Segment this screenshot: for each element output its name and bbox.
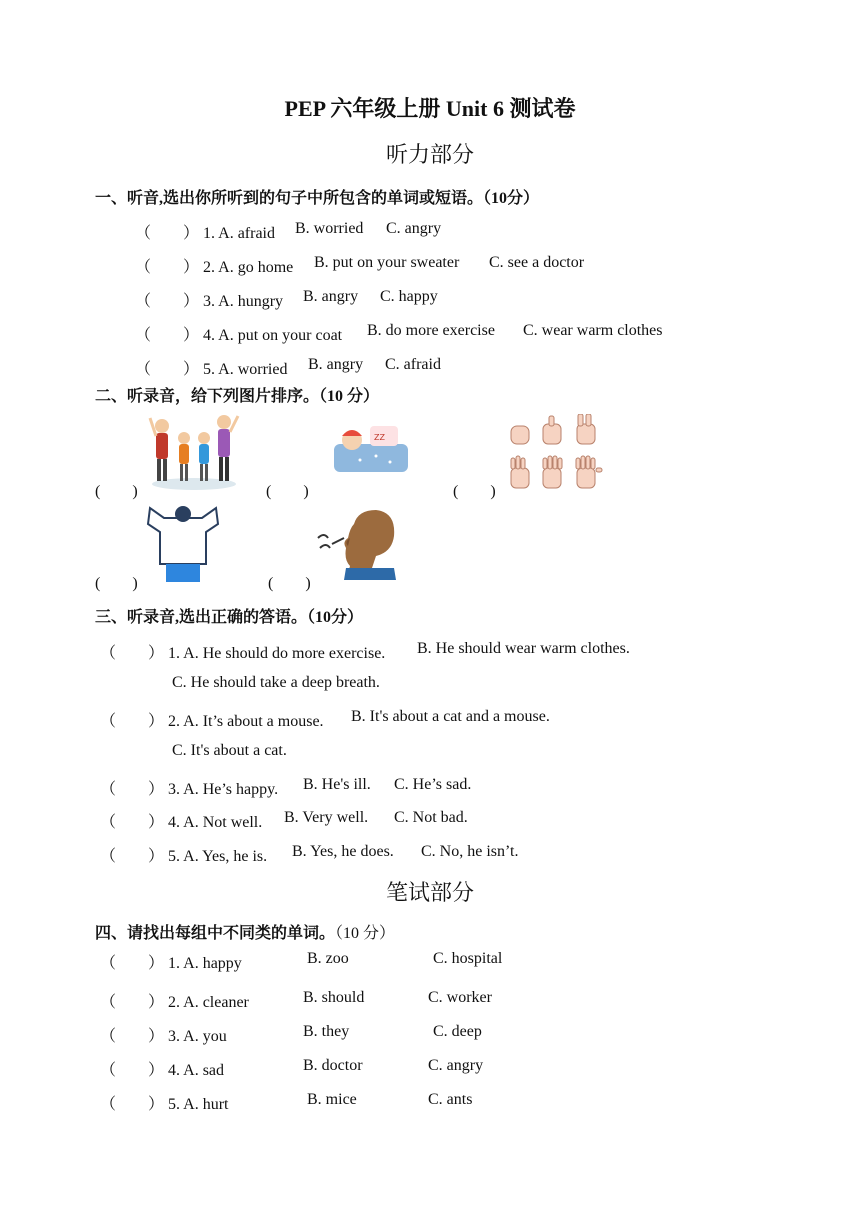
option-a: 1. A. happy — [168, 955, 242, 972]
s1-item-5 — [135, 356, 287, 379]
picture-blank-1[interactable]: ( ) — [95, 483, 138, 500]
answer-blank[interactable]: （ ） — [100, 994, 165, 1011]
s3-item-2-c: C. It's about a cat. — [172, 742, 287, 759]
s3-item-1 — [100, 640, 385, 663]
sick-in-bed-picture — [330, 420, 412, 476]
sweater-picture — [146, 504, 220, 584]
s3-item-3-c: C. He’s sad. — [394, 776, 472, 793]
s1-item-1 — [135, 220, 275, 243]
answer-blank[interactable]: （ ） — [100, 1062, 165, 1079]
option-a: 2. A. It’s about a mouse. — [168, 713, 324, 730]
s4-item-4-b: B. doctor — [303, 1057, 363, 1074]
section3-heading: 三、听录音,选出正确的答语。（10分） — [95, 609, 364, 626]
s4-item-5-c: C. ants — [428, 1091, 473, 1108]
option-a: 2. A. go home — [203, 259, 294, 276]
s3-item-4-b: B. Very well. — [284, 809, 369, 826]
s1-item-3 — [135, 288, 283, 311]
s3-item-4-c: C. Not bad. — [394, 809, 468, 826]
s3-item-1-b: B. He should wear warm clothes. — [417, 640, 630, 657]
s1-item-4-c: C. wear warm clothes — [523, 322, 663, 339]
section2-heading: 二、听录音，给下列图片排序。（10 分） — [95, 388, 380, 405]
s3-item-2 — [100, 708, 324, 731]
option-a: 3. A. you — [168, 1028, 227, 1045]
answer-blank[interactable]: （ ） — [100, 848, 165, 865]
s4-item-3-b: B. they — [303, 1023, 350, 1040]
s1-item-3-b: B. angry — [303, 288, 359, 305]
s1-item-1-c: C. angry — [386, 220, 442, 237]
section4-score: （10 分） — [335, 925, 396, 942]
answer-blank[interactable]: （ ） — [135, 259, 200, 276]
option-a: 5. A. worried — [203, 361, 288, 378]
option-a: 3. A. hungry — [203, 293, 284, 310]
s4-item-1 — [100, 950, 242, 973]
answer-blank[interactable]: （ ） — [135, 361, 200, 378]
answer-blank[interactable]: （ ） — [100, 1096, 165, 1113]
s1-item-2 — [135, 254, 293, 277]
s3-item-5 — [100, 843, 267, 866]
s4-item-4-c: C. angry — [428, 1057, 484, 1074]
option-a: 5. A. hurt — [168, 1096, 229, 1113]
answer-blank[interactable]: （ ） — [100, 713, 165, 730]
page-title: PEP 六年级上册 Unit 6 测试卷 — [284, 96, 576, 121]
option-a: 2. A. cleaner — [168, 994, 249, 1011]
svg-text:ZZ: ZZ — [374, 433, 385, 442]
s4-item-2-c: C. worker — [428, 989, 492, 1006]
s3-item-5-b: B. Yes, he does. — [292, 843, 394, 860]
answer-blank[interactable]: （ ） — [100, 781, 165, 798]
s1-item-1-b: B. worried — [295, 220, 364, 237]
picture-blank-2[interactable]: ( ) — [266, 483, 309, 500]
s4-item-4 — [100, 1057, 224, 1080]
section4-heading — [95, 920, 395, 943]
option-a: 4. A. put on your coat — [203, 327, 343, 344]
family-exercise-picture — [148, 412, 240, 492]
s4-item-2-b: B. should — [303, 989, 365, 1006]
option-a: 1. A. He should do more exercise. — [168, 645, 386, 662]
section1-heading: 一、听音,选出你所听到的句子中所包含的单词或短语。（10分） — [95, 190, 540, 207]
option-a: 4. A. sad — [168, 1062, 225, 1079]
s1-item-2-c: C. see a doctor — [489, 254, 585, 271]
answer-blank[interactable]: （ ） — [100, 814, 165, 831]
s1-item-5-c: C. afraid — [385, 356, 441, 373]
section4-heading-text: 四、请找出每组中不同类的单词。 — [95, 925, 336, 942]
deep-breath-picture — [314, 508, 400, 580]
s3-item-3-b: B. He's ill. — [303, 776, 371, 793]
answer-blank[interactable]: （ ） — [135, 293, 200, 310]
answer-blank[interactable]: （ ） — [100, 955, 165, 972]
s4-item-2 — [100, 989, 249, 1012]
picture-blank-3[interactable]: ( ) — [453, 483, 496, 500]
option-a: 4. A. Not well. — [168, 814, 263, 831]
answer-blank[interactable]: （ ） — [135, 225, 200, 242]
s3-item-5-c: C. No, he isn’t. — [421, 843, 519, 860]
s1-item-3-c: C. happy — [380, 288, 438, 305]
s1-item-5-b: B. angry — [308, 356, 364, 373]
s1-item-2-b: B. put on your sweater — [314, 254, 460, 271]
listening-header: 听力部分 — [385, 142, 474, 167]
answer-blank[interactable]: （ ） — [100, 645, 165, 662]
hand-counting-picture — [505, 414, 605, 494]
option-a: 5. A. Yes, he is. — [168, 848, 268, 865]
s4-item-5 — [100, 1091, 228, 1114]
answer-blank[interactable]: （ ） — [100, 1028, 165, 1045]
picture-blank-4[interactable]: ( ) — [95, 575, 138, 592]
option-a: 3. A. He’s happy. — [168, 781, 279, 798]
s3-item-2-b: B. It's about a cat and a mouse. — [351, 708, 550, 725]
s4-item-3 — [100, 1023, 227, 1046]
writing-header: 笔试部分 — [385, 880, 474, 905]
s4-item-1-b: B. zoo — [307, 950, 349, 967]
s4-item-5-b: B. mice — [307, 1091, 357, 1108]
s3-item-1-c: C. He should take a deep breath. — [172, 674, 380, 691]
s3-item-3 — [100, 776, 278, 799]
s1-item-4 — [135, 322, 342, 345]
s4-item-1-c: C. hospital — [433, 950, 503, 967]
s1-item-4-b: B. do more exercise — [367, 322, 495, 339]
s3-item-4 — [100, 809, 262, 832]
option-a: 1. A. afraid — [203, 225, 275, 242]
picture-blank-5[interactable]: ( ) — [268, 575, 311, 592]
answer-blank[interactable]: （ ） — [135, 327, 200, 344]
s4-item-3-c: C. deep — [433, 1023, 482, 1040]
